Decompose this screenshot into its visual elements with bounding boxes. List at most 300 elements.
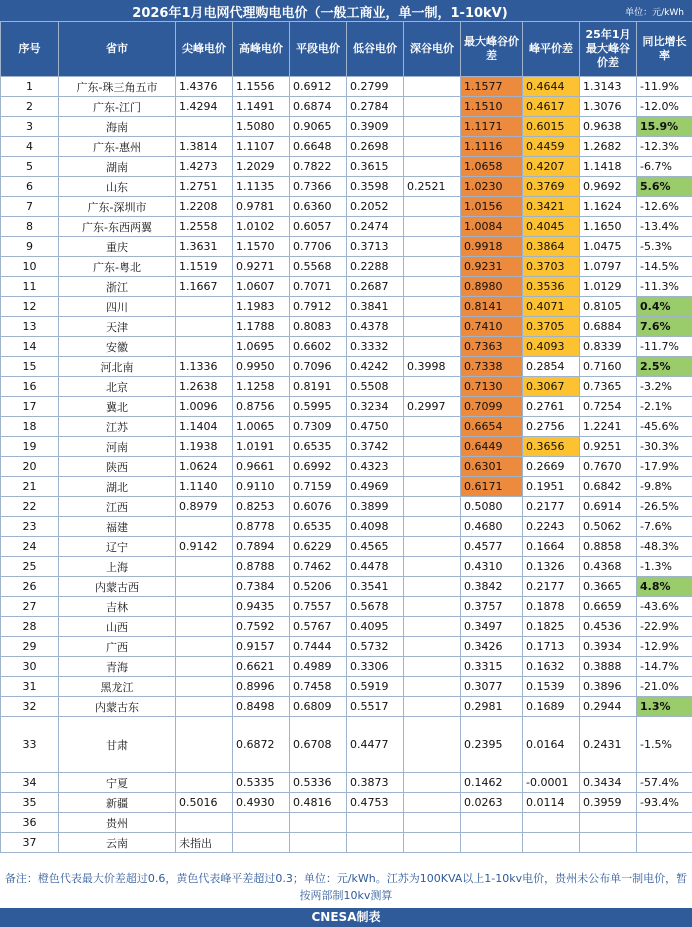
row-peak [233, 833, 290, 853]
row-no: 29 [1, 637, 59, 657]
row-no: 32 [1, 697, 59, 717]
row-flat: 0.6076 [290, 497, 347, 517]
row-yoy: -11.9% [637, 77, 692, 97]
row-region: 新疆 [59, 793, 176, 813]
row-yoy: -12.6% [637, 197, 692, 217]
row-peak-flat-diff: 0.0114 [523, 793, 580, 813]
row-prev-year-diff: 0.3896 [580, 677, 637, 697]
row-region: 广西 [59, 637, 176, 657]
table-row [1, 217, 692, 237]
row-deep-valley [404, 277, 461, 297]
footnote: 备注：橙色代表最大价差超过0.6，黄色代表峰平差超过0.3；单位：元/kWh。江苏为100KVA以上1-10kv电价，贵州未公布单一制电价，暂按两部制10kv测算 [0, 867, 692, 908]
table-title: 2026年1月电网代理购电电价（一般工商业，单一制，1-10kV) [132, 6, 508, 21]
col-header-yoy: 同比增长率 [637, 22, 692, 77]
col-header-peak: 高峰电价 [233, 22, 290, 77]
row-prev-year-diff: 0.6884 [580, 317, 637, 337]
row-peak-tip [176, 577, 233, 597]
row-no: 33 [1, 717, 59, 773]
row-deep-valley [404, 773, 461, 793]
row-max-diff: 0.9918 [461, 237, 523, 257]
row-no: 34 [1, 773, 59, 793]
row-peak: 0.9157 [233, 637, 290, 657]
row-peak: 1.0191 [233, 437, 290, 457]
row-flat: 0.5336 [290, 773, 347, 793]
row-peak-flat-diff: 0.2177 [523, 497, 580, 517]
row-region: 河南 [59, 437, 176, 457]
row-max-diff: 1.0156 [461, 197, 523, 217]
row-region: 辽宁 [59, 537, 176, 557]
row-peak-flat-diff: 0.2854 [523, 357, 580, 377]
row-deep-valley [404, 257, 461, 277]
row-peak: 0.9271 [233, 257, 290, 277]
row-no: 1 [1, 77, 59, 97]
table-row [1, 793, 692, 813]
row-max-diff: 0.2395 [461, 717, 523, 773]
row-flat: 0.6229 [290, 537, 347, 557]
row-max-diff: 1.1116 [461, 137, 523, 157]
row-peak [233, 813, 290, 833]
row-prev-year-diff: 0.8105 [580, 297, 637, 317]
row-peak-flat-diff: 0.1664 [523, 537, 580, 557]
table-row [1, 517, 692, 537]
row-peak-tip [176, 117, 233, 137]
row-no: 19 [1, 437, 59, 457]
row-yoy: -12.9% [637, 637, 692, 657]
row-prev-year-diff: 1.3076 [580, 97, 637, 117]
row-max-diff: 1.0084 [461, 217, 523, 237]
row-region: 吉林 [59, 597, 176, 617]
row-flat: 0.6057 [290, 217, 347, 237]
row-max-diff [461, 833, 523, 853]
row-flat: 0.7458 [290, 677, 347, 697]
row-peak-tip: 1.2558 [176, 217, 233, 237]
row-region: 甘肃 [59, 717, 176, 773]
row-peak-tip [176, 517, 233, 537]
row-no: 28 [1, 617, 59, 637]
col-header-peak-flat-diff: 峰平价差 [523, 22, 580, 77]
row-no: 23 [1, 517, 59, 537]
row-deep-valley [404, 137, 461, 157]
row-region: 江西 [59, 497, 176, 517]
row-yoy: -7.6% [637, 517, 692, 537]
row-valley: 0.3541 [347, 577, 404, 597]
row-max-diff: 0.1462 [461, 773, 523, 793]
row-peak-flat-diff: 0.4071 [523, 297, 580, 317]
row-flat [290, 833, 347, 853]
row-region: 冀北 [59, 397, 176, 417]
row-no: 11 [1, 277, 59, 297]
row-peak-tip: 1.4294 [176, 97, 233, 117]
row-deep-valley [404, 477, 461, 497]
row-peak-flat-diff: 0.1713 [523, 637, 580, 657]
row-prev-year-diff: 0.6659 [580, 597, 637, 617]
row-no: 8 [1, 217, 59, 237]
row-peak: 0.9661 [233, 457, 290, 477]
row-peak: 0.9781 [233, 197, 290, 217]
row-valley: 0.4478 [347, 557, 404, 577]
row-peak: 1.0607 [233, 277, 290, 297]
row-valley: 0.4565 [347, 537, 404, 557]
row-region: 湖北 [59, 477, 176, 497]
row-region: 安徽 [59, 337, 176, 357]
row-yoy: -12.0% [637, 97, 692, 117]
row-no: 6 [1, 177, 59, 197]
row-peak-tip [176, 557, 233, 577]
row-max-diff: 0.3426 [461, 637, 523, 657]
credit-footer: CNESA制表 [0, 908, 692, 927]
row-region: 青海 [59, 657, 176, 677]
row-peak-flat-diff: 0.3703 [523, 257, 580, 277]
row-peak-flat-diff: 0.1539 [523, 677, 580, 697]
row-region: 浙江 [59, 277, 176, 297]
row-prev-year-diff: 0.6914 [580, 497, 637, 517]
row-max-diff [461, 813, 523, 833]
row-region: 广东-粤北 [59, 257, 176, 277]
row-peak: 1.1258 [233, 377, 290, 397]
row-no: 7 [1, 197, 59, 217]
row-prev-year-diff: 1.1624 [580, 197, 637, 217]
table-row [1, 773, 692, 793]
row-deep-valley [404, 77, 461, 97]
row-flat: 0.6602 [290, 337, 347, 357]
row-peak-flat-diff [523, 833, 580, 853]
row-peak: 0.6872 [233, 717, 290, 773]
row-region: 黑龙江 [59, 677, 176, 697]
row-region: 陕西 [59, 457, 176, 477]
row-region: 天津 [59, 317, 176, 337]
row-valley: 0.4242 [347, 357, 404, 377]
row-max-diff: 1.1577 [461, 77, 523, 97]
row-peak-flat-diff: 0.3864 [523, 237, 580, 257]
row-no: 10 [1, 257, 59, 277]
row-yoy: 0.4% [637, 297, 692, 317]
row-region: 云南 [59, 833, 176, 853]
row-valley: 0.3306 [347, 657, 404, 677]
col-header-max-diff: 最大峰谷价差 [461, 22, 523, 77]
row-flat: 0.5767 [290, 617, 347, 637]
row-peak-tip [176, 337, 233, 357]
table-row [1, 277, 692, 297]
row-deep-valley [404, 717, 461, 773]
table-row [1, 97, 692, 117]
row-region: 广东-深圳市 [59, 197, 176, 217]
row-peak-flat-diff: 0.1878 [523, 597, 580, 617]
row-peak-tip: 1.0096 [176, 397, 233, 417]
row-yoy: 15.9% [637, 117, 692, 137]
row-yoy: -5.3% [637, 237, 692, 257]
row-flat: 0.7366 [290, 177, 347, 197]
row-max-diff: 0.9231 [461, 257, 523, 277]
row-deep-valley [404, 237, 461, 257]
table-row [1, 297, 692, 317]
row-flat: 0.6535 [290, 517, 347, 537]
row-yoy: 2.5% [637, 357, 692, 377]
row-max-diff: 0.0263 [461, 793, 523, 813]
row-prev-year-diff: 0.6842 [580, 477, 637, 497]
row-peak-flat-diff: 0.4617 [523, 97, 580, 117]
row-yoy: -9.8% [637, 477, 692, 497]
row-deep-valley [404, 657, 461, 677]
row-prev-year-diff: 0.2431 [580, 717, 637, 773]
row-region: 广东-珠三角五市 [59, 77, 176, 97]
row-valley: 0.5732 [347, 637, 404, 657]
row-yoy: -1.3% [637, 557, 692, 577]
table-row [1, 557, 692, 577]
row-valley [347, 813, 404, 833]
row-max-diff: 0.6654 [461, 417, 523, 437]
row-deep-valley [404, 557, 461, 577]
row-peak: 1.0065 [233, 417, 290, 437]
row-prev-year-diff: 0.4368 [580, 557, 637, 577]
row-valley [347, 833, 404, 853]
row-max-diff: 0.6449 [461, 437, 523, 457]
row-peak: 0.8498 [233, 697, 290, 717]
row-peak-flat-diff: 0.2243 [523, 517, 580, 537]
row-valley: 0.5517 [347, 697, 404, 717]
row-peak-flat-diff: 0.2761 [523, 397, 580, 417]
row-peak-flat-diff: 0.2756 [523, 417, 580, 437]
row-peak-tip: 1.1667 [176, 277, 233, 297]
row-region: 广东-江门 [59, 97, 176, 117]
row-peak: 0.7894 [233, 537, 290, 557]
row-peak-flat-diff: 0.4644 [523, 77, 580, 97]
row-flat: 0.5995 [290, 397, 347, 417]
row-valley: 0.4378 [347, 317, 404, 337]
row-valley: 0.3909 [347, 117, 404, 137]
row-peak-flat-diff: 0.3769 [523, 177, 580, 197]
row-prev-year-diff: 0.9638 [580, 117, 637, 137]
row-valley: 0.3899 [347, 497, 404, 517]
row-max-diff: 0.7130 [461, 377, 523, 397]
row-prev-year-diff: 0.3934 [580, 637, 637, 657]
row-peak: 0.8756 [233, 397, 290, 417]
row-no: 17 [1, 397, 59, 417]
row-peak: 1.1135 [233, 177, 290, 197]
row-deep-valley [404, 317, 461, 337]
row-peak: 1.1788 [233, 317, 290, 337]
row-peak-tip: 1.1404 [176, 417, 233, 437]
row-valley: 0.3873 [347, 773, 404, 793]
row-peak: 1.1107 [233, 137, 290, 157]
row-peak-tip [176, 697, 233, 717]
row-peak-tip: 1.2638 [176, 377, 233, 397]
row-flat [290, 813, 347, 833]
row-deep-valley [404, 97, 461, 117]
row-peak-flat-diff: 0.1825 [523, 617, 580, 637]
row-max-diff: 0.4310 [461, 557, 523, 577]
row-peak-tip: 0.8979 [176, 497, 233, 517]
row-prev-year-diff: 0.3434 [580, 773, 637, 793]
row-prev-year-diff: 0.7254 [580, 397, 637, 417]
row-no: 15 [1, 357, 59, 377]
row-no: 2 [1, 97, 59, 117]
table-row [1, 417, 692, 437]
col-header-peak-tip: 尖峰电价 [176, 22, 233, 77]
row-valley: 0.2052 [347, 197, 404, 217]
row-yoy: 1.3% [637, 697, 692, 717]
row-yoy: -12.3% [637, 137, 692, 157]
row-deep-valley [404, 457, 461, 477]
row-max-diff: 1.1171 [461, 117, 523, 137]
row-peak-tip: 未指出 [176, 833, 233, 853]
row-valley: 0.3615 [347, 157, 404, 177]
row-flat: 0.6809 [290, 697, 347, 717]
row-deep-valley [404, 597, 461, 617]
row-valley: 0.3841 [347, 297, 404, 317]
row-yoy: -48.3% [637, 537, 692, 557]
row-peak: 1.5080 [233, 117, 290, 137]
row-yoy: -14.7% [637, 657, 692, 677]
row-peak: 0.5335 [233, 773, 290, 793]
row-no: 5 [1, 157, 59, 177]
table-row [1, 237, 692, 257]
row-max-diff: 1.0230 [461, 177, 523, 197]
table-row [1, 597, 692, 617]
row-yoy: -13.4% [637, 217, 692, 237]
row-max-diff: 0.7410 [461, 317, 523, 337]
row-deep-valley [404, 497, 461, 517]
row-peak-flat-diff: 0.3536 [523, 277, 580, 297]
row-yoy: -22.9% [637, 617, 692, 637]
row-deep-valley [404, 197, 461, 217]
row-peak-flat-diff: 0.2669 [523, 457, 580, 477]
row-valley: 0.3742 [347, 437, 404, 457]
row-flat: 0.7462 [290, 557, 347, 577]
row-flat: 0.6874 [290, 97, 347, 117]
row-region: 山西 [59, 617, 176, 637]
row-peak-tip: 1.1938 [176, 437, 233, 457]
row-no: 3 [1, 117, 59, 137]
row-deep-valley [404, 297, 461, 317]
row-flat: 0.8191 [290, 377, 347, 397]
row-deep-valley [404, 793, 461, 813]
row-peak-flat-diff: 0.1951 [523, 477, 580, 497]
row-peak-tip: 1.1140 [176, 477, 233, 497]
row-peak-tip: 1.1336 [176, 357, 233, 377]
row-peak-tip [176, 717, 233, 773]
row-peak-flat-diff: 0.4207 [523, 157, 580, 177]
row-deep-valley [404, 157, 461, 177]
row-peak-flat-diff: 0.2177 [523, 577, 580, 597]
title-bar [0, 0, 692, 21]
row-max-diff: 0.3077 [461, 677, 523, 697]
row-peak-tip: 1.2208 [176, 197, 233, 217]
price-table [0, 21, 692, 853]
row-flat: 0.7096 [290, 357, 347, 377]
row-prev-year-diff: 1.1650 [580, 217, 637, 237]
row-peak-flat-diff: 0.1689 [523, 697, 580, 717]
row-prev-year-diff: 1.2241 [580, 417, 637, 437]
row-peak-tip: 1.4376 [176, 77, 233, 97]
row-valley: 0.5678 [347, 597, 404, 617]
row-yoy: -17.9% [637, 457, 692, 477]
row-peak-tip [176, 677, 233, 697]
row-deep-valley: 0.3998 [404, 357, 461, 377]
row-valley: 0.4969 [347, 477, 404, 497]
row-region: 重庆 [59, 237, 176, 257]
row-peak-flat-diff: 0.3656 [523, 437, 580, 457]
row-no: 26 [1, 577, 59, 597]
row-no: 25 [1, 557, 59, 577]
row-yoy: -1.5% [637, 717, 692, 773]
row-prev-year-diff: 0.9251 [580, 437, 637, 457]
row-region: 海南 [59, 117, 176, 137]
row-max-diff: 1.1510 [461, 97, 523, 117]
row-flat: 0.8083 [290, 317, 347, 337]
table-row [1, 577, 692, 597]
row-peak-flat-diff: 0.4093 [523, 337, 580, 357]
row-prev-year-diff: 1.0475 [580, 237, 637, 257]
row-peak: 0.8996 [233, 677, 290, 697]
row-valley: 0.4753 [347, 793, 404, 813]
row-no: 21 [1, 477, 59, 497]
row-prev-year-diff: 0.2944 [580, 697, 637, 717]
row-valley: 0.4750 [347, 417, 404, 437]
row-valley: 0.3332 [347, 337, 404, 357]
row-yoy [637, 813, 692, 833]
row-flat: 0.7706 [290, 237, 347, 257]
row-valley: 0.5919 [347, 677, 404, 697]
row-flat: 0.6912 [290, 77, 347, 97]
row-peak: 0.7592 [233, 617, 290, 637]
row-peak-flat-diff: -0.0001 [523, 773, 580, 793]
row-yoy: 4.8% [637, 577, 692, 597]
row-yoy: -43.6% [637, 597, 692, 617]
row-valley: 0.2687 [347, 277, 404, 297]
row-peak: 1.0102 [233, 217, 290, 237]
row-prev-year-diff [580, 813, 637, 833]
row-yoy: -11.3% [637, 277, 692, 297]
row-peak: 0.4930 [233, 793, 290, 813]
row-valley: 0.4095 [347, 617, 404, 637]
row-no: 14 [1, 337, 59, 357]
row-deep-valley [404, 517, 461, 537]
row-prev-year-diff: 0.8339 [580, 337, 637, 357]
row-valley: 0.2799 [347, 77, 404, 97]
row-deep-valley [404, 217, 461, 237]
row-valley: 0.3234 [347, 397, 404, 417]
table-row [1, 337, 692, 357]
row-peak: 1.1983 [233, 297, 290, 317]
row-peak-flat-diff: 0.3067 [523, 377, 580, 397]
row-prev-year-diff: 1.2682 [580, 137, 637, 157]
row-peak-flat-diff: 0.6015 [523, 117, 580, 137]
row-peak: 0.9950 [233, 357, 290, 377]
row-peak: 1.2029 [233, 157, 290, 177]
row-deep-valley [404, 377, 461, 397]
row-prev-year-diff: 1.3143 [580, 77, 637, 97]
row-no: 31 [1, 677, 59, 697]
table-row [1, 637, 692, 657]
row-prev-year-diff: 0.8858 [580, 537, 637, 557]
row-prev-year-diff: 0.7160 [580, 357, 637, 377]
row-yoy: -26.5% [637, 497, 692, 517]
row-no: 12 [1, 297, 59, 317]
row-no: 9 [1, 237, 59, 257]
row-peak-tip: 1.1519 [176, 257, 233, 277]
row-peak-tip: 1.2751 [176, 177, 233, 197]
row-peak-tip [176, 773, 233, 793]
row-peak: 0.7384 [233, 577, 290, 597]
row-max-diff: 0.4680 [461, 517, 523, 537]
row-no: 36 [1, 813, 59, 833]
row-flat: 0.5206 [290, 577, 347, 597]
row-peak: 1.0695 [233, 337, 290, 357]
row-peak-flat-diff: 0.3705 [523, 317, 580, 337]
row-flat: 0.7557 [290, 597, 347, 617]
row-deep-valley [404, 677, 461, 697]
row-peak-tip: 1.3631 [176, 237, 233, 257]
